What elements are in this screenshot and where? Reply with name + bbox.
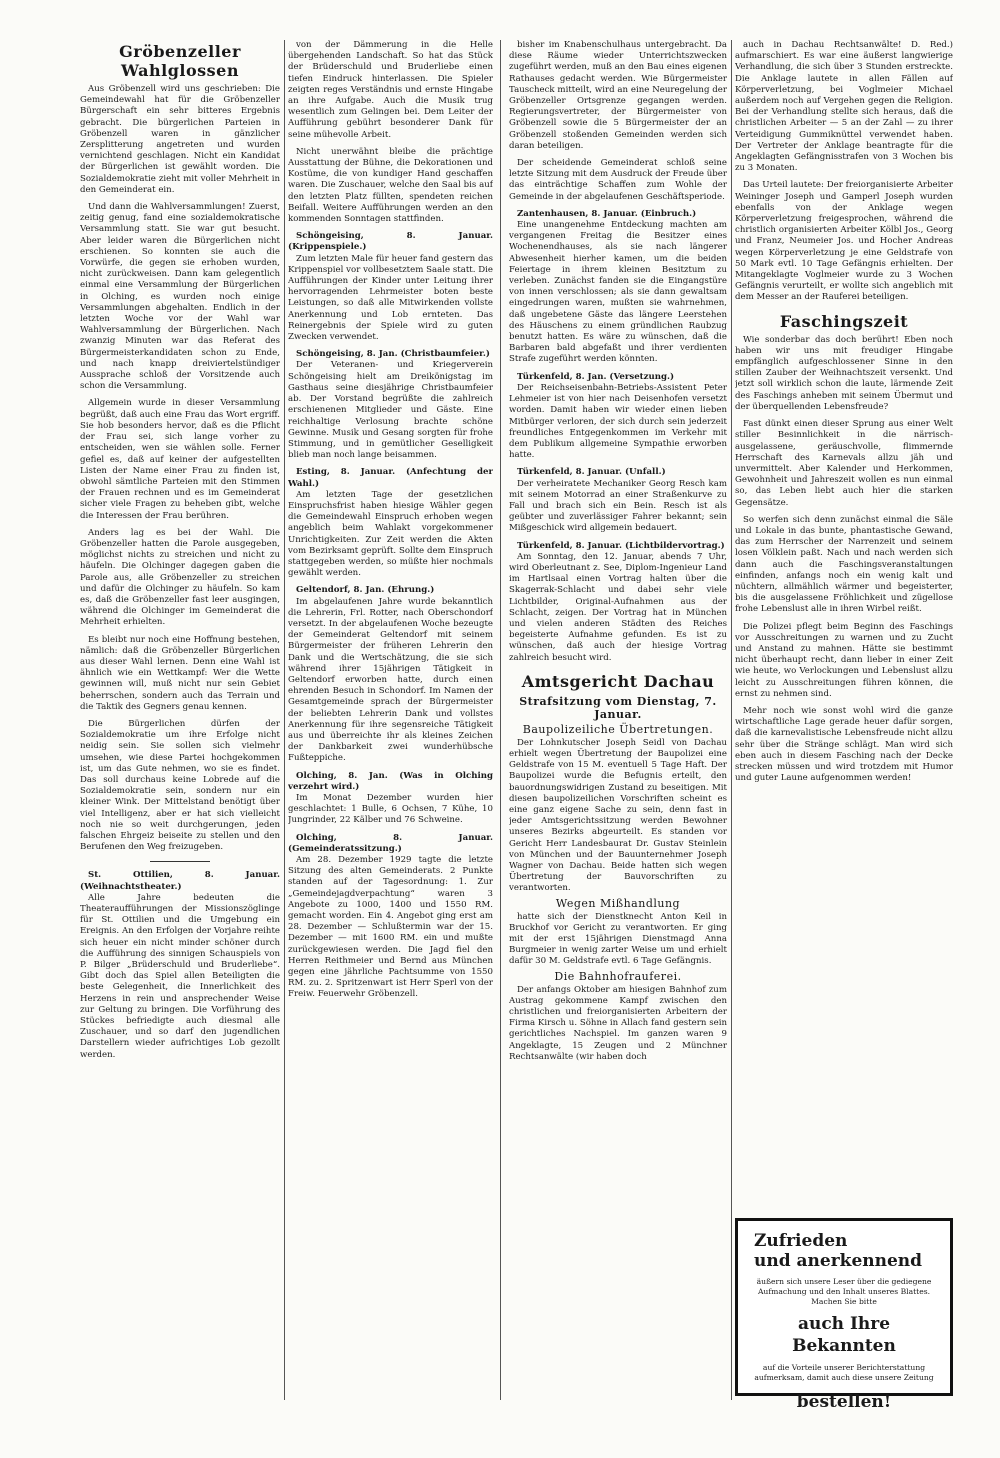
article-paragraph: Die Bürgerlichen dürfen der Sozialdemokratie um ihre Erfolge nicht neidig sein. Sie sollen sich vielmehr umsehen, wie diese Partei hochgekommen ist, um das Gute nehmen, wo sie es findet. Das soll durchaus keine Lobrede auf die Sozialdemokratie sein, sondern nur ein kleiner Wink. Der Mittelstand benötigt über viel Intelligenz, aber er hat sich vielleicht noch nie so weit durchgerungen, jeden falschen Ehrgeiz beiseite zu stellen und den Berufenen den Weg freizugeben. xyxy=(80,718,280,853)
news-item-title: Olching, 8. Januar. (Gemeinderatssitzung.) xyxy=(288,832,493,854)
article-paragraph: Es bleibt nur noch eine Hoffnung bestehen, nämlich: daß die Gröbenzeller Bürgerlichen aus dieser Wahl lernen. Denn eine Wahl ist ähnlich wie ein Wettkampf: Wer die Wette gewinnen will, muß nicht nur sein Gebiet beherrschen, sondern auch das Terrain und die Taktik des Gegners genau kennen. xyxy=(80,634,280,712)
ad-highlight: auch Ihre Bekannten xyxy=(792,1314,896,1356)
column-4 xyxy=(735,40,953,1210)
column-1 xyxy=(80,40,280,1061)
news-item-title: St. Ottilien, 8. Januar. (Weihnachtstheater.) xyxy=(80,870,280,892)
column-2 xyxy=(288,40,493,1001)
court-case-heading: Baupolizeiliche Übertretungen. xyxy=(522,722,714,736)
court-case-heading: Die Bahnhofrauferei. xyxy=(554,969,682,983)
ad-text: auf die Vorteile unserer Berichterstattung aufmerksam, damit auch diese unsere Zeitung xyxy=(754,1363,934,1382)
article-paragraph: Allgemein wurde in dieser Versammlung begrüßt, daß auch eine Frau das Wort ergriff. Sie hob besonders hervor, daß es die Pflicht der Frau sei, sich lange vorher zu entscheiden, wen sie wählen solle. Ferner gefiel es, daß auf keiner der aufgestellten Listen der Name einer Frau zu finden ist, obwohl sämtliche Parteien mit den Stimmen der Frauen rechnen und es im Gemeinderat sicher viele Fragen zu beheben gibt, welche die Interessen der Frau berühren. xyxy=(80,398,280,521)
article-paragraph: So werfen sich denn zunächst einmal die Säle und Lokale in das bunte, phantastische Gewand, das zum Herrscher der Narrenzeit und seinem losen Völklein paßt. Nach und nach werden sich dann auch die Faschingsveranstaltungen einfinden, anfangs noch ein wenig kalt und nüchtern, allmählich wärmer und begeisterter, bis die ausgelassene Fröhlichkeit und zügellose frohe Lebenslust alle in ihren Wirbel reißt. xyxy=(735,514,953,615)
article-title-groebenzell: Gröbenzeller Wahlglossen xyxy=(119,42,241,80)
news-item-text: Der verheiratete Mechaniker Georg Resch kam mit seinem Motorrad an einer Straßenkurve zu Fall und brach sich ein Bein. Resch ist als geübter und zuverlässiger Fahrer bekannt; sein Mißgeschick wird allgemein bedauert. xyxy=(509,478,727,534)
ad-title-line-1: Zufrieden xyxy=(754,1231,848,1251)
news-item-text: Am letzten Tage der gesetzlichen Einspruchsfrist haben hiesige Wähler gegen die Gemeindewahl Einspruch erhoben wegen angeblich beim Wahlakt vorgekommener Unrichtigkeiten. Zur Zeit werden die Akten vom Bezirksamt geprüft. Sollte dem Einspruch stattgegeben werden, so müßte hier nochmals gewählt werden. xyxy=(288,489,493,579)
article-paragraph: Der scheidende Gemeinderat schloß seine letzte Sitzung mit dem Ausdruck der Freude über das einträchtige Schaffen zum Wohle der Gemeinde in der abgelaufenen Geschäftsperiode. xyxy=(509,158,727,202)
news-item-text: Am Sonntag, den 12. Januar, abends 7 Uhr, wird Oberleutnant z. See, Diplom-Ingenieur Land im Hartlsaal einen Vortrag halten über die Skagerrak-Schlacht und dabei sehr viele Lichtbilder, Original-Aufnahmen aus der Schlacht, zeigen. Der Vortrag hat in München und vielen anderen Städten des Reiches begeisterte Aufnahme gefunden. Es ist zu wünschen, daß auch der hiesige Vortrag zahlreich besucht wird. xyxy=(509,551,727,663)
article-paragraph: auch in Dachau Rechtsanwälte! D. Red.) aufmarschiert. Es war eine äußerst langwierige Verhandlung, die sich über 3 Stunden erstreckte. Die Anklage lautete in allen Fällen auf Körperverletzung, bei Voglmeier Michael außerdem noch auf Vergehen gegen die Religion. Bei der Verhandlung stellte sich heraus, daß die christlichen Arbeiter — 5 an der Zahl — zu ihrer Verteidigung Gummiknüttel verwendet haben. Der Vertreter der Anklage beantragte für die Angeklagten Gefängnisstrafen von 3 Wochen bis zu 3 Monaten. xyxy=(735,40,953,174)
news-item-text: Im Monat Dezember wurden hier geschlachtet: 1 Bulle, 6 Ochsen, 7 Kühe, 10 Jungrinder, 22 Kälber und 76 Schweine. xyxy=(288,793,493,826)
court-report-text: Der anfangs Oktober am hiesigen Bahnhof zum Austrag gekommene Kampf zwischen den christlichen und freiorganisierten Arbeitern der Firma Kirsch u. Söhne in Allach fand gestern sein gerichtliches Nachspiel. Im ganzen waren 9 Angeklagte, 15 Zeugen und 2 Münchner Rechtsanwälte (wir haben doch xyxy=(509,984,727,1062)
article-paragraph: von der Dämmerung in die Helle übergehenden Landschaft. So hat das Stück der Brüderschuld und Bruderliebe einen tiefen Eindruck hinterlassen. Die Spieler zeigten reges Verständnis und ernste Hingabe an ihre Aufgabe. Auch die Musik trug wesentlich zum Gelingen bei. Dem Leiter der Aufführung gebührt besonderer Dank für seine mühevolle Arbeit. xyxy=(288,40,493,140)
article-paragraph: Wie sonderbar das doch berührt! Eben noch haben wir uns mit freudiger Hingabe empfänglich aufgeschlossener Sinne in den stillen Zauber der Weihnachtszeit versenkt. Und jetzt soll wirklich schon die laute, lärmende Zeit des Faschings anheben mit seinem Übermut und der überquellenden Lebensfreude? xyxy=(735,334,953,412)
ad-call-to-action: bestellen! xyxy=(796,1392,892,1412)
article-paragraph: Die Polizei pflegt beim Beginn des Faschings vor Ausschreitungen zu warnen und zu Zucht und Anstand zu mahnen. Hätte sie bestimmt nicht überhaupt recht, dann lieber in einer Zeit wie heute, wo Verlockungen und Lebenslust allzu leicht zu Ausschreitungen führen können, die ernst zu nehmen sind. xyxy=(735,621,953,699)
news-item-title: Olching, 8. Jan. (Was in Olching verzehrt wird.) xyxy=(288,770,493,792)
article-title-fasching: Faschingszeit xyxy=(779,311,909,331)
news-item-text: Zum letzten Male für heuer fand gestern das Krippenspiel vor vollbesetztem Saale statt. Die Aufführungen der Kinder unter Leitung ihrer hervorragenden Lehrmeister boten beste Leistungen, so daß alle Mitwirkenden vollste Anerkennung und Lob ernteten. Das Reinergebnis der Spiele wird zu guten Zwecken verwendet. xyxy=(288,253,493,343)
article-paragraph: Anders lag es bei der Wahl. Die Gröbenzeller hatten die Parole ausgegeben, möglichst nichts zu streichen und nicht zu häufeln. Die Olchinger dagegen gaben die Parole aus, alle Gröbenzeller zu streichen und dafür die Olchinger zu häufeln. So kam es, daß die Gröbenzeller fast leer ausgingen, während die Olchinger im Gemeinderat die Mehrheit erhielten. xyxy=(80,527,280,628)
news-item-title: Esting, 8. Januar. (Anfechtung der Wahl.) xyxy=(288,467,493,489)
news-item-text: Alle Jahre bedeuten die Theateraufführungen der Missionszöglinge für St. Ottilien und die Umgebung ein Ereignis. An den Erfolgen der Vorjahre reihte sich heuer ein nicht minder schöner durch die Aufführung des sinnigen Schauspiels von P. Bilger „Brüderschuld und Bruderliebe“. Gibt doch das Spiel allen Beteiligten die beste Gelegenheit, die Innerlichkeit des Herzens in rein und ansprechender Weise zur Geltung zu bringen. Die Vorführung des Stückes befriedigte auch diesmal alle Zuschauer, und so darf den jugendlichen Darstellern wieder aufrichtiges Lob gezollt werden. xyxy=(80,892,280,1060)
news-item-title: Türkenfeld, 8. Jan. (Versetzung.) xyxy=(517,371,675,382)
news-item-text: Am 28. Dezember 1929 tagte die letzte Sitzung des alten Gemeinderats. 2 Punkte standen auf der Tagesordnung: 1. Zur „Gemeindejagdverpachtung“ waren 3 Angebote zu 1000, 1400 und 1550 RM. gemacht worden. Ein 4. Angebot ging erst am 28. Dezember — Schlußtermin war der 15. Dezember — mit 1600 RM. ein und mußte zurückgewiesen werden. Die Jagd fiel den Herren Reithmeier und Bernd aus München gegen eine jährliche Pachtsumme von 1550 RM. zu. 2. Spritzenwart ist Herr Sperl von der Freiw. Feuerwehr Gröbenzell. xyxy=(288,855,493,1000)
article-paragraph: Und dann die Wahlversammlungen! Zuerst, zeitig genug, fand eine sozialdemokratische Versammlung statt. Sie war gut besucht. Aber leider waren die Bürgerlichen nicht erschienen. So konnten sie auch die Vorwürfe, die gegen sie erhoben wurden, nicht zurückweisen. Dann kam gelegentlich einmal eine Versammlung der Bürgerlichen in Olching, es wurden noch einige Versammlungen abgehalten. Endlich in der letzten Woche vor der Wahl war Wahlversammlung der Bürgerlichen. Nach zwanzig Minuten war das Referat des Bürgermeisterkandidaten schon zu Ende, und nach knapp dreiviertelstündiger Aussprache schloß der Vorsitzende auch schon die Versammlung. xyxy=(80,202,280,392)
news-item-title: Zantenhausen, 8. Januar. (Einbruch.) xyxy=(517,208,697,219)
article-paragraph: Fast dünkt einen dieser Sprung aus einer Welt stiller Besinnlichkeit in die närrisch-ausgelassene, geräuschvolle, flimmernde Herrschaft des Karnevals allzu jäh und unvermittelt. Aber Kalender und Herkommen, Gewohnheit und Jahreszeit wollen es nun einmal so, das Leben liebt auch hier die starken Gegensätze. xyxy=(735,419,953,508)
article-paragraph: Aus Gröbenzell wird uns geschrieben: Die Gemeindewahl hat für die Gröbenzeller Bürgerschaft ein sehr bitteres Ergebnis gebracht. Die bürgerlichen Parteien in Gröbenzell waren in gänzlicher Zersplitterung angetreten und wurden vernichtend geschlagen. Nicht ein Kandidat der Bürgerlichen ist gewählt worden. Die Sozialdemokratie zieht mit voller Mehrheit in den Gemeinderat ein. xyxy=(80,84,280,195)
news-item-title: Türkenfeld, 8. Januar. (Unfall.) xyxy=(517,467,666,478)
article-paragraph: Nicht unerwähnt bleibe die prächtige Ausstattung der Bühne, die Dekorationen und Kostüme, die von kundiger Hand geschaffen waren. Die Zuschauer, welche den Saal bis auf den letzten Platz füllten, spendeten reichen Beifall. Weitere Aufführungen werden an den kommenden Sonntagen stattfinden. xyxy=(288,146,493,225)
news-item-text: Der Reichseisenbahn-Betriebs-Assistent Peter Lehmeier ist von hier nach Deisenhofen versetzt worden. Damit haben wir wieder einen lieben Mitbürger verloren, der sich durch sein jederzeit freundliches Entgegenkommen im Verkehr mit dem Publikum allgemeine Sympathie erworben hatte. xyxy=(509,382,727,461)
news-item-text: Eine unangenehme Entdeckung machten am vergangenen Freitag die Besitzer eines Wochenendhauses, als sie nach längerer Abwesenheit hierher kamen, um die beiden Feiertage in ihrem kleinen Besitztum zu verleben. Zunächst fanden sie die Eingangstüre von innen verschlossen; als sie dann gewaltsam eingedrungen waren, mußten sie wahrnehmen, daß ungebetene Gäste das längere Leerstehen des Häuschens zu einem gründlichen Raubzug benutzt hatten. Es wäre zu wünschen, daß die Barbaren bald abgefaßt und ihrer verdienten Strafe zugeführt werden könnten. xyxy=(509,220,727,365)
section-title-court: Amtsgericht Dachau xyxy=(521,671,715,691)
news-item-title: Türkenfeld, 8. Januar. (Lichtbildervortrag.) xyxy=(517,540,725,551)
news-item-title: Schöngeising, 8. Jan. (Christbaumfeier.) xyxy=(296,349,490,360)
court-case-heading: Wegen Mißhandlung xyxy=(555,896,681,910)
article-paragraph: Das Urteil lautete: Der freiorganisierte Arbeiter Weininger Joseph und Gamperl Joseph wurden ebenfalls von der Anklage wegen Körperverletzung freigesprochen, während die christlich organisierten Arbeiter Kölbl Jos., Georg und Franz, Neumeier Jos. und Hocher Andreas wegen Körperverletzung je eine Geldstrafe von 50 Mark evtl. 10 Tage Gefängnis erhielten. Der Mitangeklagte Voglmeier wurde zu 3 Wochen Gefängnis verurteilt, er wollte sich angeblich mit dem Messer an der Rauferei beteiligen. xyxy=(735,180,953,303)
court-session-subtitle: Strafsitzung vom Dienstag, 7. Januar. xyxy=(519,694,717,721)
article-paragraph: Mehr noch wie sonst wohl wird die ganze wirtschaftliche Lage gerade heuer dafür sorgen, daß die karnevalistische Lebensfreude nicht allzu sehr über die Stränge schlägt. Man wird sich eben auch in diesem Fasching nach der Decke strecken müssen und wird trotzdem mit Humor und guter Laune aufgenommen werden! xyxy=(735,705,953,784)
ad-title-line-2: und anerkennend xyxy=(754,1251,923,1271)
column-divider xyxy=(500,40,501,1400)
column-3 xyxy=(509,40,727,1063)
column-divider xyxy=(731,40,732,1400)
news-item-title: Schöngeising, 8. Januar. (Krippenspiele.) xyxy=(288,231,493,253)
court-report-text: hatte sich der Dienstknecht Anton Keil in Bruckhof vor Gericht zu verantworten. Er ging mit der erst 15jährigen Dienstmagd Anna Burgmeier in wenig zarter Weise um und erhielt dafür 30 M. Geldstrafe evtl. 6 Tage Gefängnis. xyxy=(509,911,727,967)
news-item-text: Der Veteranen- und Kriegerverein Schöngeising hielt am Dreikönigstag im Gasthaus seine diesjährige Christbaumfeier ab. Der Vorstand begrüßte die zahlreich erschienenen Mitglieder und Gäste. Eine reichhaltige Verlosung brachte schöne Gewinne. Musik und Gesang sorgten für frohe Stimmung, und in gemütlicher Geselligkeit blieb man noch lange beisammen. xyxy=(288,360,493,461)
column-divider xyxy=(284,40,285,1400)
subscription-ad-box xyxy=(735,1218,953,1412)
news-item-text: Im abgelaufenen Jahre wurde bekanntlich die Lehrerin, Frl. Rotter, nach Oberschondorf versetzt. In der abgelaufenen Woche bezeugte der Gemeinderat Geltendorf mit seinem Bürgermeister der früheren Lehrerin den Dank und die Wertschätzung, die sie sich während ihrer 15jährigen Tätigkeit in Geltendorf erworben hatte, durch einen ehrenden Besuch in Schondorf. Im Namen der Gesamtgemeinde sprach der Bürgermeister der beliebten Lehrerin Dank und vollstes Anerkennung für ihre segensreiche Tätigkeit aus und überreichte ihr als kleines Zeichen der Dankbarkeit zwei wunderhübsche Fußteppiche. xyxy=(288,596,493,764)
ad-text: äußern sich unsere Leser über die gediegene Aufmachung und den Inhalt unseres Blattes. Machen Sie bitte xyxy=(756,1277,932,1306)
article-paragraph: bisher im Knabenschulhaus untergebracht. Da diese Räume wieder Unterrichtszwecken zugeführt werden, muß an den Bau eines eigenen Rathauses gedacht werden. Wie Bürgermeister Tauscheck mitteilt, wird an eine Neuregelung der Gröbenzeller Ortsgrenze gegangen werden. Regierungsvertreter, der Bürgermeister von Gröbenzell sowie die 5 Bürgermeister der an Gröbenzell stoßenden Gemeinden werden sich daran beteiligen. xyxy=(509,40,727,151)
court-report-text: Der Lohnkutscher Joseph Seidl von Dachau erhielt wegen Übertretung der Baupolizei eine Geldstrafe von 15 M. eventuell 5 Tage Haft. Der Baupolizei wurde die Befugnis erteilt, den bauordnungswidrigen Zustand zu beseitigen. Mit diesen baupolizeilichen Vorschriften scheint es eine ganz eigene Sache zu sein, denn fast in jeder Amtsgerichtssitzung werden Bewohner unseres Bezirks abgeurteilt. Es standen vor Gericht Herr Landesbaurat Dr. Gustav Steinlein von München und der Bauunternehmer Joseph Wagner von Dachau. Beide hatten sich wegen Übertretung der Bauvorschriften zu verantworten. xyxy=(509,737,727,894)
section-divider xyxy=(150,861,210,862)
news-item-title: Geltendorf, 8. Jan. (Ehrung.) xyxy=(296,585,435,596)
